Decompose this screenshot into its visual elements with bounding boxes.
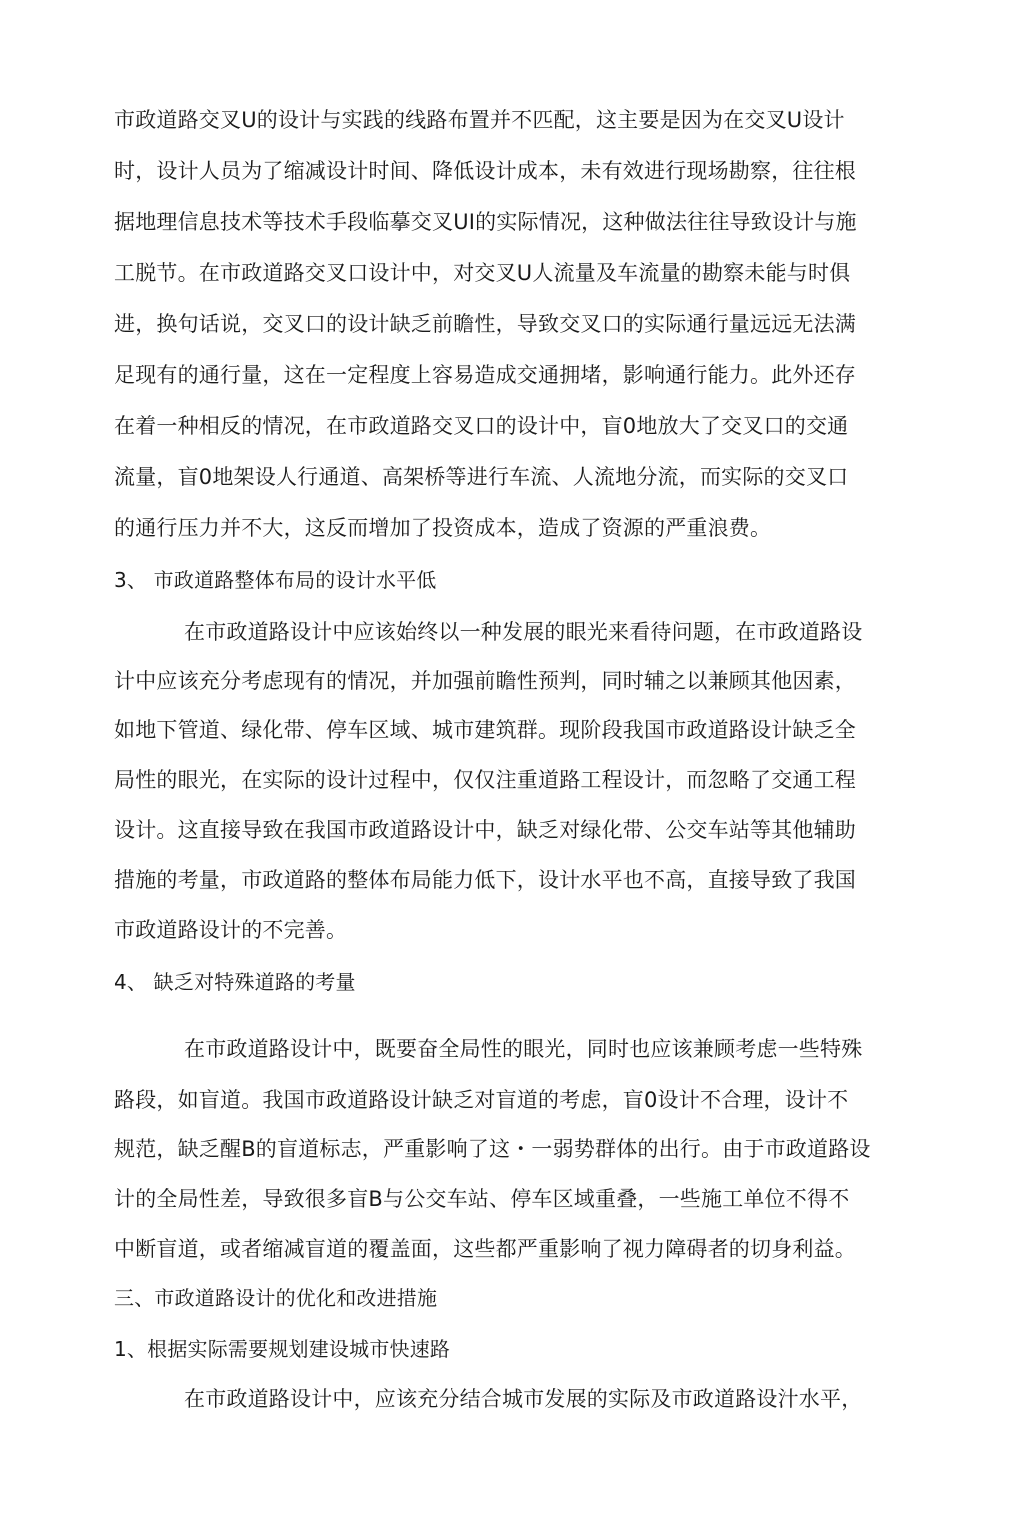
paragraph-line: 计的全局性差，导致很多盲B与公交车站、停车区域重叠，一些施工单位不得不 [114, 1187, 850, 1211]
paragraph-line: 如地下管道、绿化带、停车区域、城市建筑群。现阶段我国市政道路设计缺乏全 [114, 718, 856, 742]
paragraph-line: 在市政道路设计中，应该充分结合城市发展的实际及市政道路设汁水平， [184, 1387, 863, 1411]
paragraph-line: 计中应该充分考虑现有的情况，并加强前瞻性预判，同时辅之以兼顾其他因素， [114, 669, 856, 693]
paragraph-line: 措施的考量，市政道路的整体布局能力低下，设计水平也不高，直接导致了我国 [114, 868, 856, 892]
subsection-heading: 1、根据实际需要规划建设城市快速路 [114, 1337, 451, 1361]
paragraph-line: 进，换句话说，交叉口的设计缺乏前瞻性，导致交叉口的实际通行量远远无法满 [114, 312, 856, 336]
section-heading: 4、 缺乏对特殊道路的考量 [114, 970, 356, 994]
paragraph-line: 工脱节。在市政道路交叉口设计中，对交叉U人流量及车流量的勘察未能与时俱 [114, 261, 851, 285]
paragraph-line: 的通行压力并不大，这反而增加了投资成本，造成了资源的严重浪费。 [114, 516, 772, 540]
paragraph-line: 足现有的通行量，这在一定程度上容易造成交通拥堵，影响通行能力。此外还存 [114, 363, 856, 387]
paragraph-line: 在着一种相反的情况，在市政道路交叉口的设计中，盲0地放大了交叉口的交通 [114, 414, 849, 438]
paragraph-line: 市政道路设计的不完善。 [114, 918, 348, 942]
paragraph-line: 据地理信息技术等技术手段临摹交叉UI的实际情况，这种做法往往导致设计与施 [114, 210, 857, 234]
paragraph-line: 设计。这直接导致在我国市政道路设计中，缺乏对绿化带、公交车站等其他辅助 [114, 818, 856, 842]
paragraph-line: 路段，如盲道。我国市政道路设计缺乏对盲道的考虑，盲0设计不合理，设计不 [114, 1088, 849, 1112]
paragraph-line: 时，设计人员为了缩减设计时间、降低设计成本，未有效进行现场勘察，往往根 [114, 159, 856, 183]
paragraph-line: 中断盲道，或者缩减盲道的覆盖面，这些都严重影响了视力障碍者的切身利益。 [114, 1237, 856, 1261]
paragraph-line: 规范，缺乏醒B的盲道标志，严重影响了这・一弱势群体的出行。由于市政道路设 [114, 1137, 871, 1161]
section-heading: 3、 市政道路整体布局的设计水平低 [114, 568, 437, 592]
section-heading: 三、市政道路设计的优化和改进措施 [114, 1286, 438, 1310]
paragraph-line: 市政道路交叉U的设计与实践的线路布置并不匹配，这主要是因为在交叉U设计 [114, 108, 845, 132]
paragraph-line: 流量，盲0地架设人行通道、高架桥等进行车流、人流地分流，而实际的交叉口 [114, 465, 849, 489]
paragraph-line: 局性的眼光，在实际的设计过程中，仅仅注重道路工程设计，而忽略了交通工程 [114, 768, 856, 792]
paragraph-line: 在市政道路设计中应该始终以一种发展的眼光来看待问题，在市政道路设 [184, 620, 863, 644]
paragraph-line: 在市政道路设计中，既要奋全局性的眼光，同时也应该兼顾考虑一些特殊 [184, 1037, 863, 1061]
